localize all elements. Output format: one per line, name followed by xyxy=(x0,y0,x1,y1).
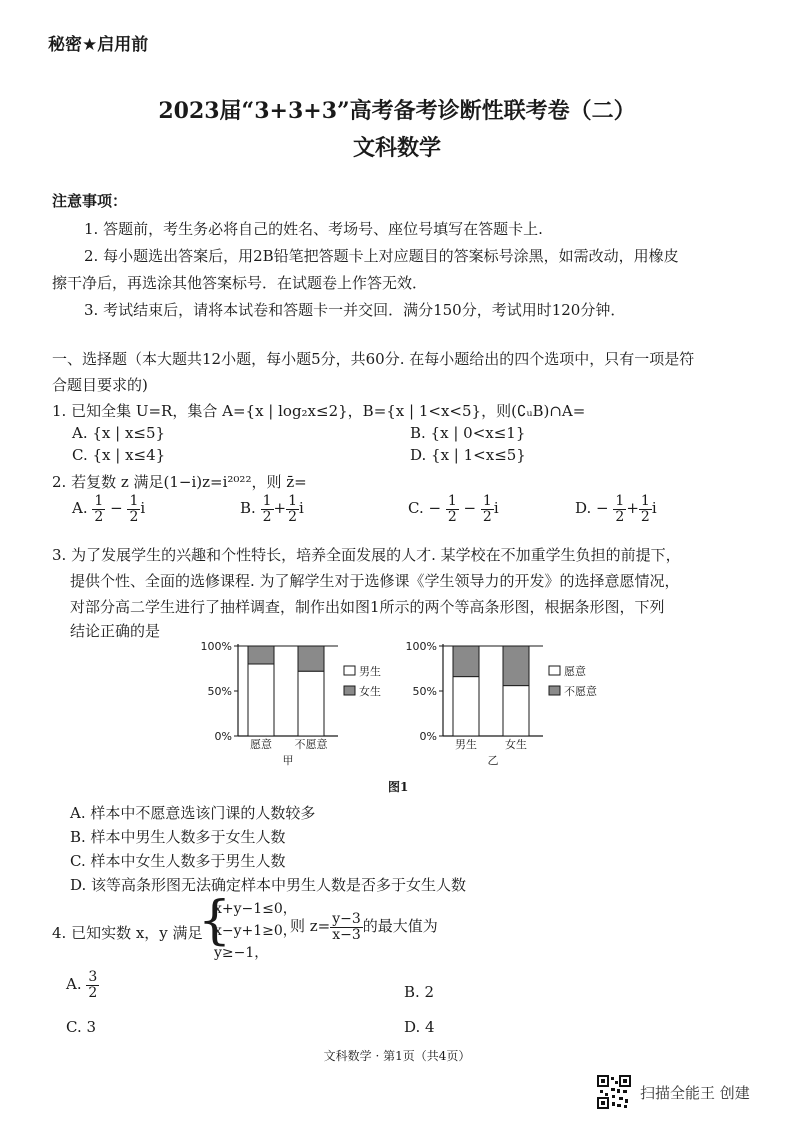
section-heading: 一、选择题（本大题共12小题，每小题5分，共60分. 在每小题给出的四个选项中，只有一项是符 xyxy=(52,350,695,368)
category-label: 男生 xyxy=(455,738,477,751)
exam-subject: 文科数学 xyxy=(352,135,441,161)
bar-segment-upper xyxy=(503,646,529,686)
legend-label: 男生 xyxy=(359,665,381,678)
chart-title: 乙 xyxy=(487,754,499,767)
legend-label: 女生 xyxy=(359,685,381,698)
legend-swatch xyxy=(344,686,355,695)
legend-swatch xyxy=(549,666,560,675)
y-tick-label: 100% xyxy=(405,640,437,653)
constraint-3: y≥−1， xyxy=(214,945,269,961)
category-label: 愿意 xyxy=(250,738,272,751)
legend-label: 不愿意 xyxy=(564,685,597,698)
question-2-stem: 2. 若复数 z 满足(1−i)z=i²⁰²²，则 z̄= xyxy=(52,473,307,491)
scanner-watermark: 扫描全能王 创建 xyxy=(640,1084,750,1102)
exam-title: 2023届“3+3+3”高考备考诊断性联考卷（二） xyxy=(158,98,636,124)
question-3-option-c: C. 样本中女生人数多于男生人数 xyxy=(70,852,286,870)
category-label: 女生 xyxy=(505,738,527,751)
question-4-stem-pre: 4. 已知实数 x，y 满足 xyxy=(52,924,203,942)
bar-segment-lower xyxy=(453,677,479,736)
notice-item-3: 3. 考试结束后，请将本试卷和答题卡一并交回．满分150分，考试用时120分钟． xyxy=(84,301,626,319)
notice-heading: 注意事项： xyxy=(52,192,128,210)
question-1-option-c: C. {x | x≤4} xyxy=(72,446,166,464)
page-footer: 文科数学 · 第1页（共4页） xyxy=(323,1049,471,1063)
y-tick-label: 0% xyxy=(419,730,437,743)
y-tick-label: 50% xyxy=(412,685,437,698)
bar-segment-lower xyxy=(298,671,324,736)
question-3-stem: 3. 为了发展学生的兴趣和个性特长，培养全面发展的人才. 某学校在不加重学生负担的前提下， xyxy=(52,546,681,564)
question-1-stem: 1. 已知全集 U=R，集合 A={x | log₂x≤2}，B={x | 1<x<5}，则(∁ᵤB)∩A= xyxy=(52,402,586,420)
chart-title: 甲 xyxy=(282,754,294,767)
constraint-2: x−y+1≥0， xyxy=(214,923,297,939)
figure-1-charts xyxy=(190,636,620,776)
section-heading-cont: 合题目要求的) xyxy=(52,376,148,394)
question-2-option-d: D. − $\frac{1}{2}$ + $\frac{1}{2}$ i xyxy=(575,493,657,525)
constraint-1: x+y−1≤0， xyxy=(214,901,297,917)
question-4-option-a: A. $\frac{3}{2}$ xyxy=(66,969,98,1001)
constraint-system xyxy=(214,898,297,964)
question-4-option-d: D. 4 xyxy=(404,1018,435,1036)
notice-item-1: 1. 答题前，考生务必将自己的姓名、考场号、座位号填写在答题卡上. xyxy=(84,220,543,238)
question-3-option-d: D. 该等高条形图无法确定样本中男生人数是否多于女生人数 xyxy=(70,876,467,894)
question-4-objective: 则 z= $\frac{y-3}{x-3}$ 的最大值为 xyxy=(290,911,438,943)
bar-segment-lower xyxy=(248,664,274,736)
qr-code-icon xyxy=(597,1075,631,1109)
y-tick-label: 50% xyxy=(207,685,232,698)
confidential-label: 秘密★启用前 xyxy=(48,35,149,55)
question-2-option-b: B. $\frac{1}{2}$ + $\frac{1}{2}$ i xyxy=(240,493,304,525)
notice-item-2-cont: 擦干净后，再选涂其他答案标号．在试题卷上作答无效． xyxy=(52,274,428,292)
bar-segment-lower xyxy=(503,686,529,736)
y-tick-label: 0% xyxy=(214,730,232,743)
system-brace: { xyxy=(198,891,232,951)
question-1-option-d: D. {x | 1<x≤5} xyxy=(410,446,526,464)
bar-segment-upper xyxy=(298,646,324,671)
question-3-option-b: B. 样本中男生人数多于女生人数 xyxy=(70,828,286,846)
question-3-stem-3: 对部分高二学生进行了抽样调查，制作出如图1所示的两个等高条形图，根据条形图，下列 xyxy=(70,598,665,616)
question-3-stem-4: 结论正确的是 xyxy=(70,622,161,640)
figure-caption: 图1 xyxy=(388,780,409,794)
question-3-stem-2: 提供个性、全面的选修课程. 为了解学生对于选修课《学生领导力的开发》的选择意愿情况， xyxy=(70,572,680,590)
question-2-option-c: C. − $\frac{1}{2}$ − $\frac{1}{2}$ i xyxy=(408,493,499,525)
question-1-option-b: B. {x | 0<x≤1} xyxy=(410,424,526,442)
chart-jia xyxy=(201,640,381,767)
bar-segment-upper xyxy=(248,646,274,664)
question-4-option-b: B. 2 xyxy=(404,983,435,1001)
bar-segment-upper xyxy=(453,646,479,677)
legend-label: 愿意 xyxy=(564,665,586,678)
question-1-option-a: A. {x | x≤5} xyxy=(72,424,166,442)
y-tick-label: 100% xyxy=(200,640,232,653)
chart-yi xyxy=(406,640,597,767)
notice-item-2: 2. 每小题选出答案后，用2B铅笔把答题卡上对应题目的答案标号涂黑，如需改动，用橡皮 xyxy=(84,247,679,265)
legend-swatch xyxy=(549,686,560,695)
legend-swatch xyxy=(344,666,355,675)
question-2-option-a: A. $\frac{1}{2}$ − $\frac{1}{2}$ i xyxy=(72,493,146,525)
question-4-option-c: C. 3 xyxy=(66,1018,97,1036)
category-label: 不愿意 xyxy=(294,738,328,751)
question-3-option-a: A. 样本中不愿意选该门课的人数较多 xyxy=(70,804,316,822)
